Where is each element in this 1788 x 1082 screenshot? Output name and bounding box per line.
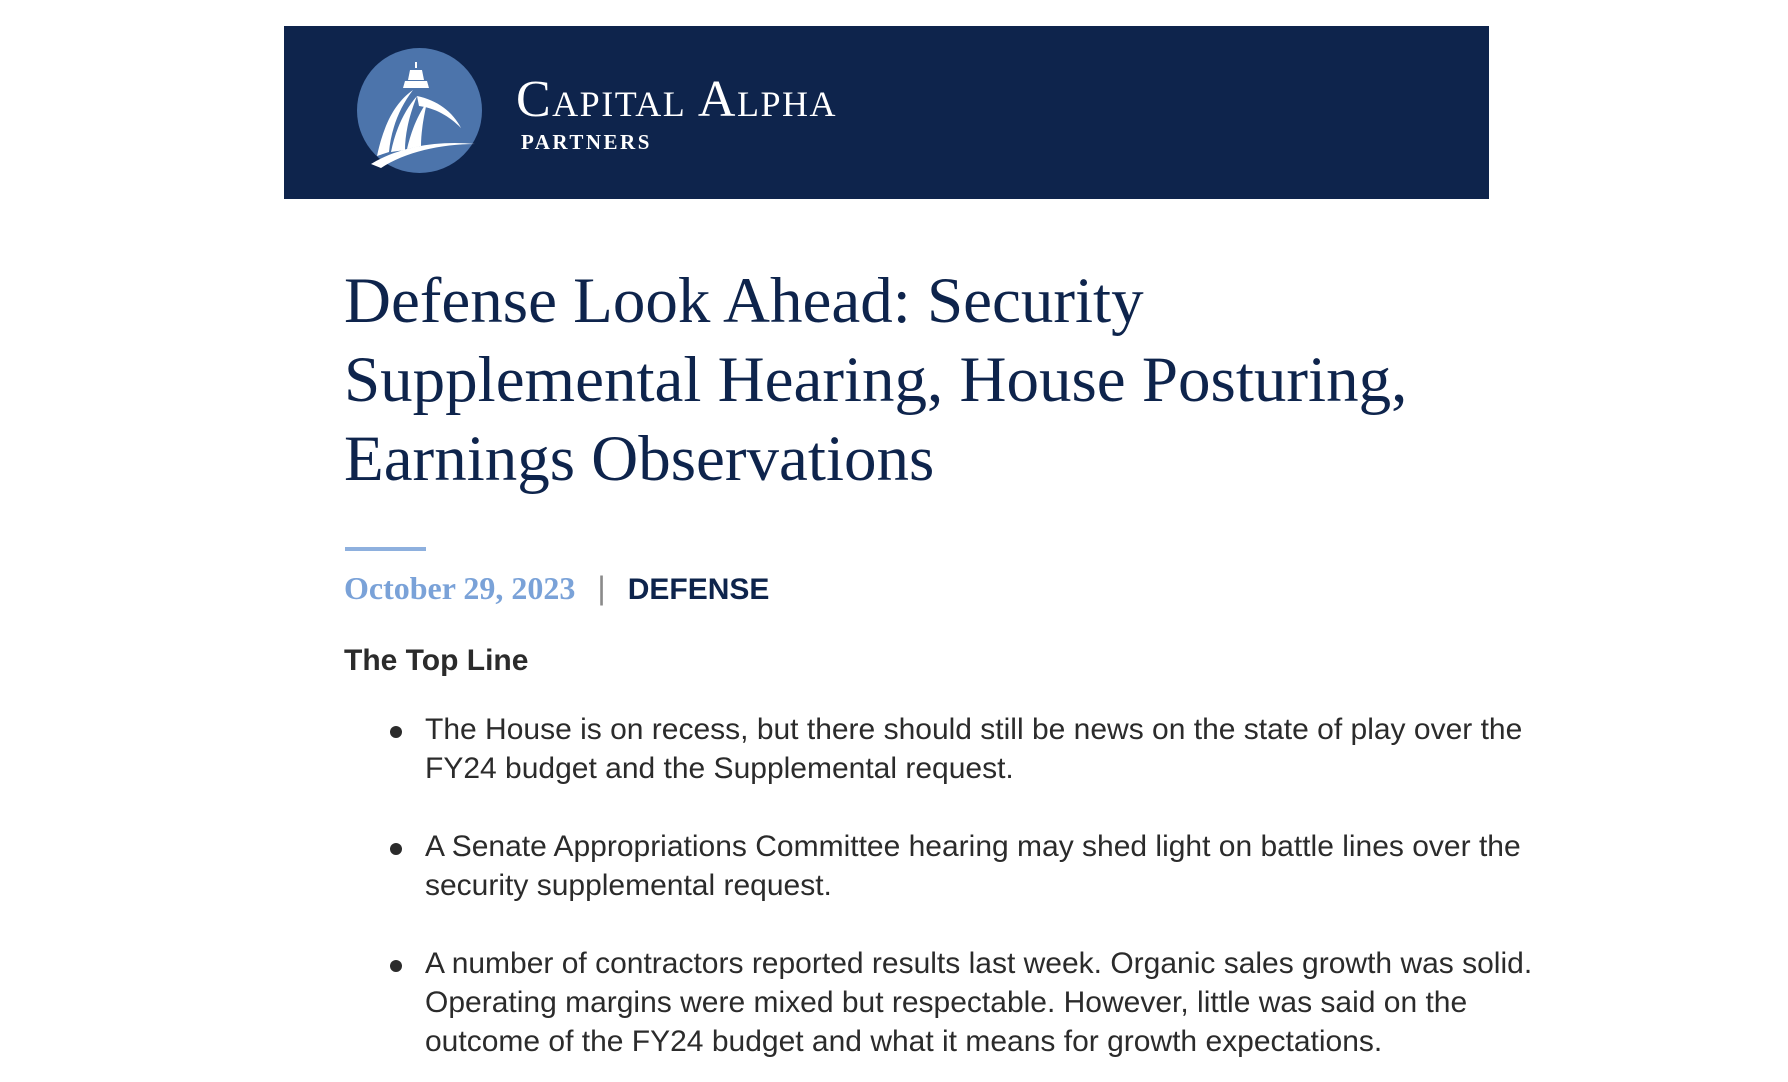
bullet-icon [390,960,402,972]
list-item-text: A number of contractors reported results last week. Organic sales growth was solid. Operating margins were mixed but respectable. However, little was said on the outcome of the FY24 budget and what it means for growth expectations. [425,947,1533,1058]
meta-separator: | [597,570,606,606]
bullet-icon [390,726,402,738]
article-date: October 29, 2023 [344,570,576,606]
list-item-text: A Senate Appropriations Committee hearing may shed light on battle lines over the security supplemental request. [425,830,1521,902]
brand-name: Capital Alpha [516,71,837,128]
article-meta [344,568,769,610]
title-divider [345,547,426,551]
bullet-icon [390,843,402,855]
article-category[interactable]: DEFENSE [627,573,770,606]
list-item-text: The House is on recess, but there should still be news on the state of play over the FY24 budget and the Supplemental request. [425,713,1523,785]
section-title: The Top Line [344,644,529,677]
capitol-dome-icon [357,48,482,173]
article-title: Defense Look Ahead: Security Supplemental Hearing, House Posturing, Earnings Observations [344,265,1408,495]
header-banner [284,26,1489,199]
brand-subtitle: PARTNERS [521,130,652,154]
